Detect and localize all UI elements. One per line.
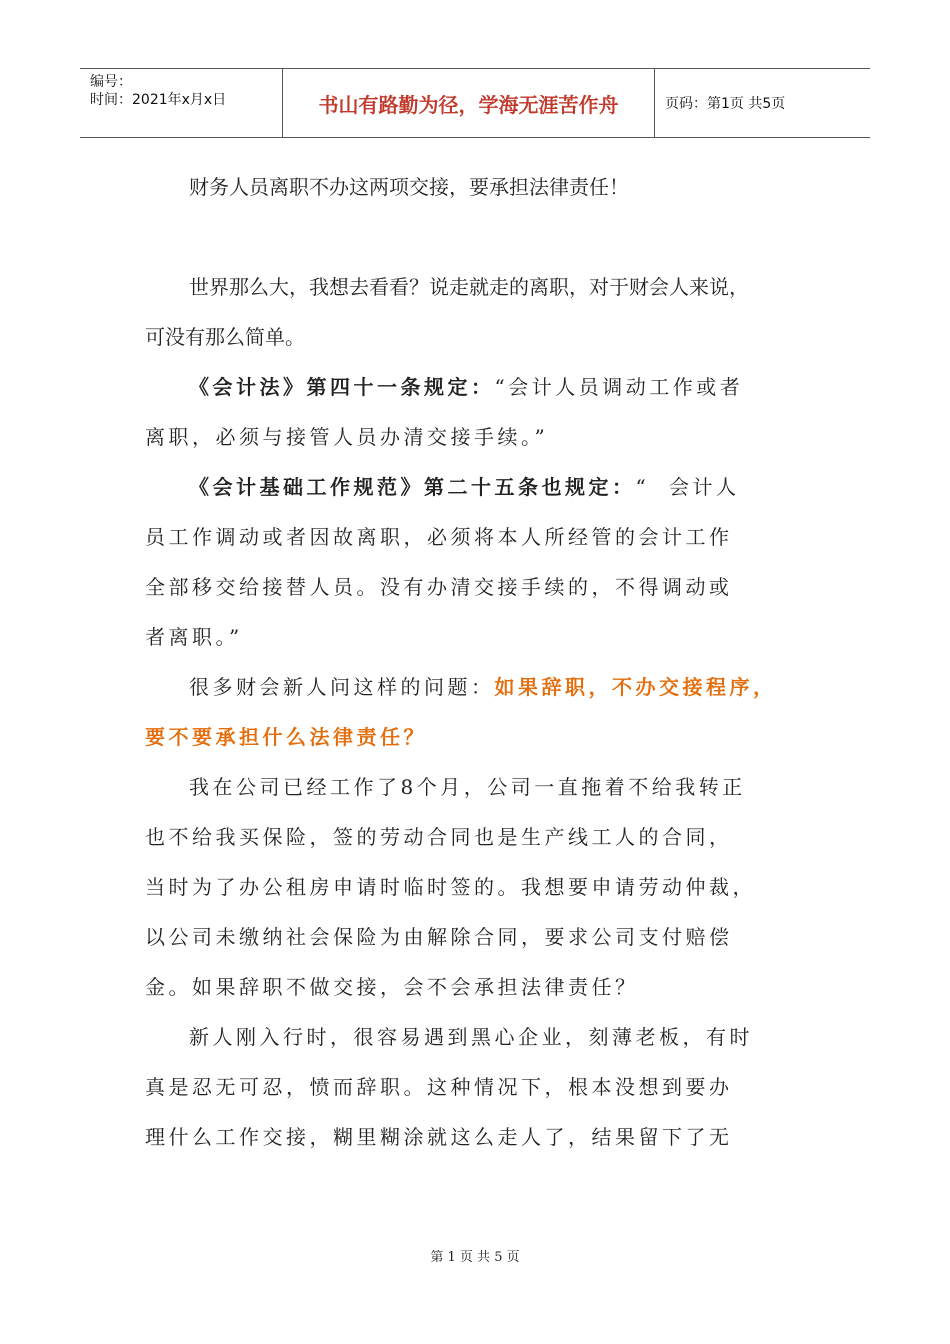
paragraph-5-line: 我在公司已经工作了8个月，公司一直拖着不给我转正 [189, 775, 746, 799]
paragraph-5-line: 金。如果辞职不做交接，会不会承担法律责任？ [145, 975, 639, 999]
law-citation: 《会计法》第四十一条规定： [189, 375, 495, 399]
blank-gap [145, 212, 815, 262]
number-label: 编号： [90, 74, 132, 90]
regulation-quote: “ 会计人 [635, 475, 740, 499]
law-quote: “会计人员调动工作或者 [494, 375, 744, 399]
document-body [145, 162, 815, 1162]
document-header [80, 68, 870, 138]
time-label: 时间：2021年x月x日 [90, 92, 227, 108]
header-motto: 书山有路勤为径，学海无涯苦作舟 [282, 69, 655, 137]
paragraph-5-line: 以公司未缴纳社会保险为由解除合同，要求公司支付赔偿 [145, 925, 733, 949]
paragraph-5-line: 也不给我买保险，签的劳动合同也是生产线工人的合同， [145, 825, 733, 849]
article-title: 财务人员离职不办这两项交接，要承担法律责任！ [189, 175, 629, 199]
paragraph-1-line: 世界那么大，我想去看看？说走就走的离职，对于财会人来说， [189, 275, 749, 299]
paragraph-6-line: 真是忍无可忍，愤而辞职。这种情况下，根本没想到要办 [145, 1075, 733, 1099]
header-meta [80, 69, 282, 137]
paragraph-1-line: 可没有那么简单。 [145, 325, 305, 349]
paragraph-3-line: 者离职。” [145, 625, 243, 649]
paragraph-4-line [145, 662, 815, 712]
page-footer: 第 1 页 共 5 页 [430, 1250, 520, 1265]
paragraph-6-line: 理什么工作交接，糊里糊涂就这么走人了，结果留下了无 [145, 1125, 733, 1149]
regulation-citation: 《会计基础工作规范》第二十五条也规定： [189, 475, 636, 499]
paragraph-2-line: 离职，必须与接管人员办清交接手续。” [145, 425, 549, 449]
paragraph-3-line: 全部移交给接替人员。没有办清交接手续的，不得调动或 [145, 575, 733, 599]
paragraph-6-line: 新人刚入行时，很容易遇到黑心企业，刻薄老板，有时 [189, 1025, 753, 1049]
header-page-info: 页码：第1页 共5页 [665, 96, 786, 112]
paragraph-3-line [145, 462, 815, 512]
question-intro: 很多财会新人问这样的问题： [189, 675, 495, 699]
paragraph-2-line [145, 362, 815, 412]
question-highlight-line: 要不要承担什么法律责任？ [145, 725, 427, 749]
paragraph-3-line: 员工作调动或者因故离职，必须将本人所经管的会计工作 [145, 525, 733, 549]
paragraph-5-line: 当时为了办公租房申请时临时签的。我想要申请劳动仲裁， [145, 875, 756, 899]
question-highlight: 如果辞职，不办交接程序， [494, 675, 777, 699]
